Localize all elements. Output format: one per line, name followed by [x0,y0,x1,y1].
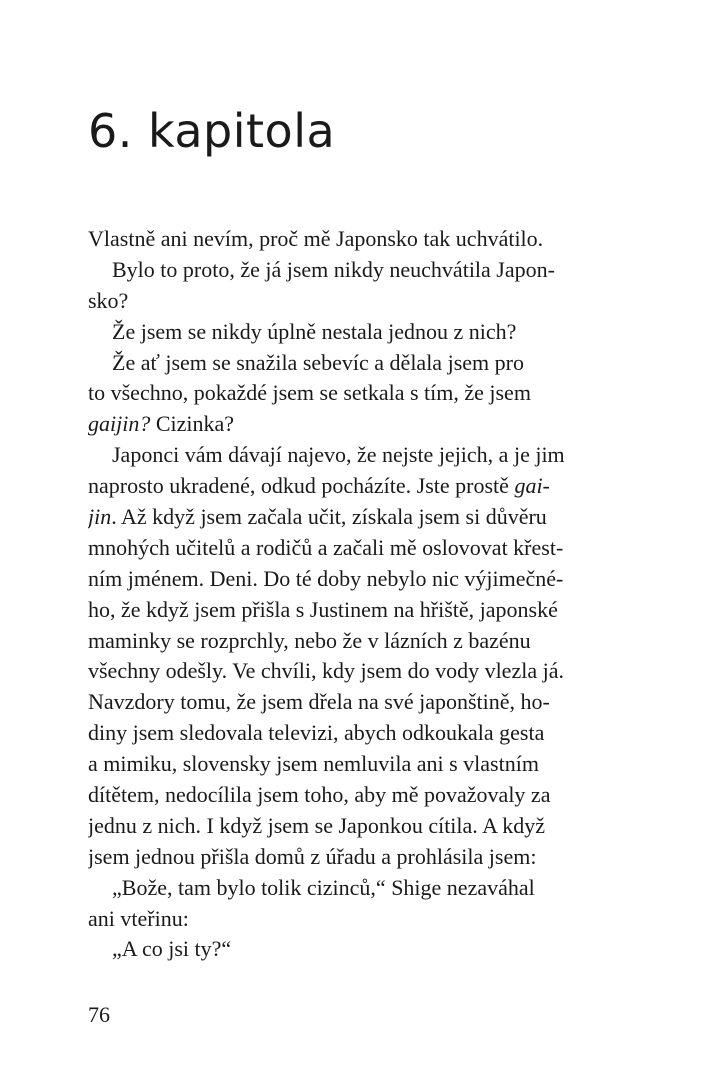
text-line: Bylo to proto, že já jsem nikdy neuchvátila Japon- [112,256,555,282]
text-line: jednu z nich. I když jsem se Japonkou cítila. A když [88,812,546,838]
text-line: Že jsem se nikdy úplně nestala jednou z nich? [112,318,517,344]
text-line: naprosto ukradené, odkud pocházíte. Jste prostě gai- [88,473,550,499]
text-line: Vlastně ani nevím, proč mě Japonsko tak uchvátilo. [88,226,544,251]
text-line: ním jménem. Deni. Do té doby nebylo nic výjimečné- [88,565,564,591]
text-line: maminky se rozprchly, nebo že v lázních z bazénu [88,627,531,653]
text-line: ani vteřinu: [88,905,189,931]
text-line: Japonci vám dávají najevo, že nejste jejich, a je jim [112,442,565,468]
text-line: mnohých učitelů a rodičů a začali mě oslovovat křest- [88,534,564,560]
text-line: „Bože, tam bylo tolik cizinců,“ Shige nezaváhal [112,874,535,900]
text-line: jin. Až když jsem začala učit, získala jsem si důvěru [88,504,547,530]
text-line: gaijin? Cizinka? [88,411,235,437]
text-line: „A co jsi ty?“ [112,936,232,962]
text-line: a mimiku, slovensky jsem nemluvila ani s vlastním [88,751,539,777]
text-line: jsem jednou přišla domů z úřadu a prohlásila jsem: [88,843,537,869]
chapter-body-text [88,224,592,965]
text-line: dítětem, nedocílila jsem toho, aby mě považovaly za [88,782,551,808]
text-line: sko? [88,287,129,313]
text-line: Že ať jsem se snažila sebevíc a dělala jsem pro [112,349,524,375]
page-number: 76 [88,1002,110,1027]
text-line: ho, že když jsem přišla s Justinem na hřiště, japonské [88,596,558,622]
text-line: diny jsem sledovala televizi, abych odkoukala gesta [88,720,545,746]
chapter-title: 6. kapitola [88,104,336,158]
text-line: Navzdory tomu, že jsem dřela na své japonštině, ho- [88,689,550,715]
text-line: všechny odešly. Ve chvíli, kdy jsem do vody vlezla já. [88,658,564,684]
text-line: to všechno, pokaždé jsem se setkala s tím, že jsem [88,380,531,406]
